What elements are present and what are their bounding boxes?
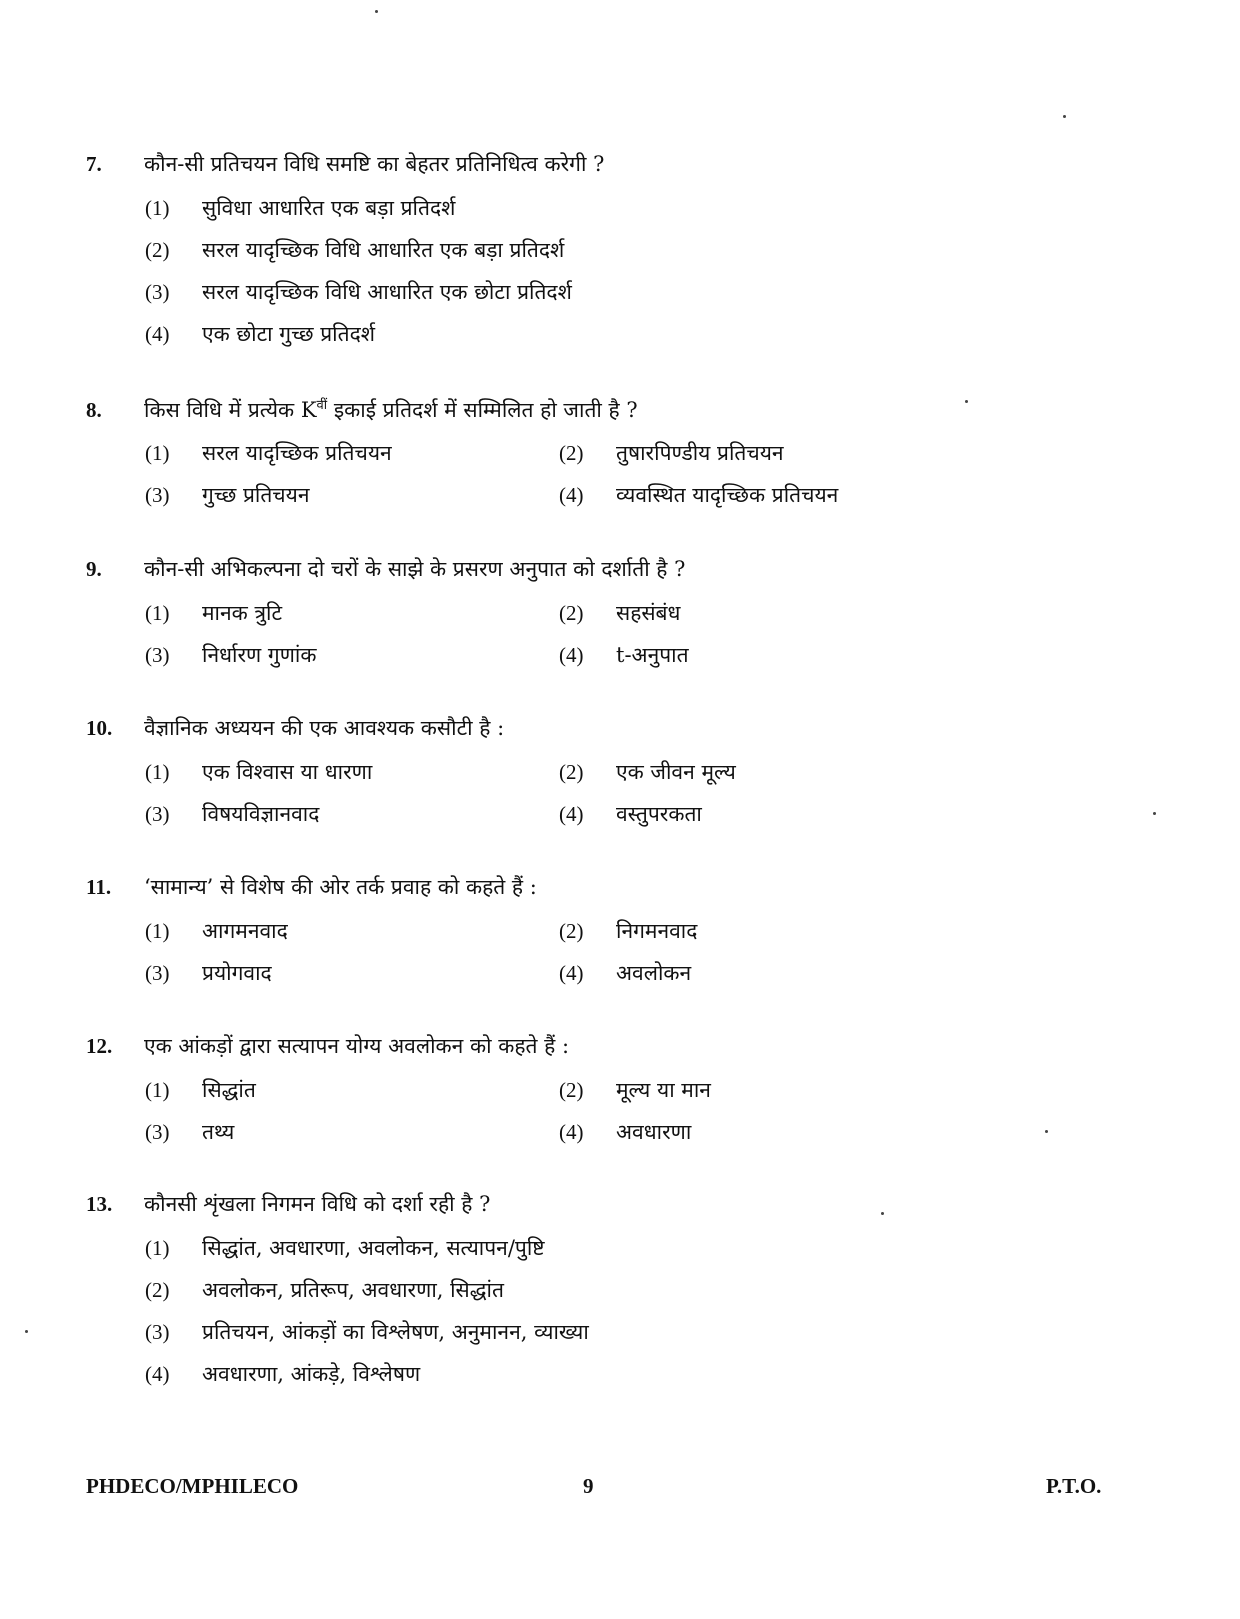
- option-index: (3): [145, 483, 170, 507]
- option-text: सिद्धांत, अवधारणा, अवलोकन, सत्यापन/पुष्टि: [202, 1236, 545, 1260]
- option-index: (1): [145, 1078, 170, 1102]
- option-text: t-अनुपात: [616, 643, 689, 667]
- option-text: एक जीवन मूल्य: [616, 760, 736, 784]
- question-7: [86, 150, 1186, 362]
- option-index: (2): [559, 441, 584, 465]
- question-text: कौन-सी अभिकल्पना दो चरों के साझे के प्रसरण अनुपात को दर्शाती है ?: [144, 557, 686, 581]
- question-text: कौन-सी प्रतिचयन विधि समष्टि का बेहतर प्रतिनिधित्व करेगी ?: [144, 152, 605, 176]
- option-index: (4): [559, 802, 584, 826]
- option-index: (2): [145, 1278, 170, 1302]
- option-index: (1): [145, 760, 170, 784]
- option-text: विषयविज्ञानवाद: [202, 802, 320, 826]
- option-text: निगमनवाद: [616, 919, 698, 943]
- option-index: (3): [145, 802, 170, 826]
- question-12: [86, 1032, 1186, 1160]
- option-text: अवलोकन: [616, 961, 692, 985]
- question-text: वैज्ञानिक अध्ययन की एक आवश्यक कसौटी है :: [144, 716, 505, 740]
- option-index: (3): [145, 643, 170, 667]
- question-number: 12.: [86, 1034, 113, 1058]
- question-number: 10.: [86, 716, 113, 740]
- option-index: (2): [145, 238, 170, 262]
- option-text: सिद्धांत: [202, 1078, 256, 1102]
- option-text: निर्धारण गुणांक: [202, 643, 317, 667]
- option-index: (1): [145, 601, 170, 625]
- option-text: वस्तुपरकता: [616, 802, 702, 826]
- option-text: तथ्य: [202, 1120, 235, 1144]
- pto-label: P.T.O.: [1046, 1474, 1102, 1498]
- option-text: सरल यादृच्छिक विधि आधारित एक छोटा प्रतिदर्श: [202, 280, 572, 304]
- option-index: (1): [145, 441, 170, 465]
- option-index: (1): [145, 1236, 170, 1260]
- option-index: (3): [145, 961, 170, 985]
- option-text: आगमनवाद: [202, 919, 288, 943]
- option-text: एक छोटा गुच्छ प्रतिदर्श: [202, 322, 376, 346]
- question-11: [86, 873, 1186, 1001]
- question-9: [86, 555, 1186, 683]
- option-index: (2): [559, 601, 584, 625]
- option-text: व्यवस्थित यादृच्छिक प्रतिचयन: [616, 483, 839, 507]
- question-text: कौनसी शृंखला निगमन विधि को दर्शा रही है ?: [144, 1192, 491, 1216]
- scan-speck: [1153, 812, 1156, 815]
- option-index: (3): [145, 1320, 170, 1344]
- question-text: एक आंकड़ों द्वारा सत्यापन योग्य अवलोकन को कहते हैं :: [144, 1034, 570, 1058]
- option-text: अवधारणा: [616, 1120, 692, 1144]
- option-text: गुच्छ प्रतिचयन: [202, 483, 310, 507]
- option-text: प्रयोगवाद: [202, 961, 272, 985]
- question-text: ‘सामान्य’ से विशेष की ओर तर्क प्रवाह को कहते हैं :: [144, 875, 537, 899]
- question-13: [86, 1190, 1186, 1402]
- option-text: सुविधा आधारित एक बड़ा प्रतिदर्श: [202, 196, 456, 220]
- scan-speck: [375, 10, 378, 13]
- scan-speck: [965, 400, 968, 403]
- option-index: (3): [145, 280, 170, 304]
- paper-code: PHDECO/MPHILECO: [86, 1474, 299, 1498]
- option-index: (4): [145, 322, 170, 346]
- option-text: अवधारणा, आंकड़े, विश्लेषण: [202, 1362, 421, 1386]
- question-number: 13.: [86, 1192, 113, 1216]
- question-8: [86, 395, 1186, 523]
- option-text: सहसंबंध: [616, 601, 681, 625]
- option-text: सरल यादृच्छिक विधि आधारित एक बड़ा प्रतिदर्श: [202, 238, 565, 262]
- question-number: 7.: [86, 152, 102, 176]
- question-number: 9.: [86, 557, 102, 581]
- page-number: 9: [583, 1474, 594, 1498]
- option-index: (2): [559, 1078, 584, 1102]
- option-index: (4): [559, 643, 584, 667]
- option-index: (4): [559, 961, 584, 985]
- option-index: (4): [559, 1120, 584, 1144]
- option-text: सरल यादृच्छिक प्रतिचयन: [202, 441, 392, 465]
- scan-speck: [881, 1212, 884, 1215]
- scan-speck: [25, 1330, 28, 1333]
- option-text: तुषारपिण्डीय प्रतिचयन: [616, 441, 784, 465]
- scan-speck: [1045, 1130, 1048, 1133]
- question-number: 8.: [86, 398, 102, 422]
- option-index: (4): [559, 483, 584, 507]
- option-index: (3): [145, 1120, 170, 1144]
- option-index: (1): [145, 919, 170, 943]
- question-text: किस विधि में प्रत्येक $K^{वीं}$ इकाई प्रतिदर्श में सम्मिलित हो जाती है ?: [144, 398, 638, 422]
- option-text: प्रतिचयन, आंकड़ों का विश्लेषण, अनुमानन, व्याख्या: [202, 1320, 589, 1344]
- option-index: (4): [145, 1362, 170, 1386]
- option-text: मानक त्रुटि: [202, 601, 283, 625]
- option-text: एक विश्वास या धारणा: [202, 760, 373, 784]
- option-text: अवलोकन, प्रतिरूप, अवधारणा, सिद्धांत: [202, 1278, 504, 1302]
- option-index: (2): [559, 919, 584, 943]
- option-index: (1): [145, 196, 170, 220]
- option-index: (2): [559, 760, 584, 784]
- question-10: [86, 714, 1186, 842]
- option-text: मूल्य या मान: [616, 1078, 711, 1102]
- scan-speck: [1063, 115, 1066, 118]
- question-number: 11.: [86, 875, 112, 899]
